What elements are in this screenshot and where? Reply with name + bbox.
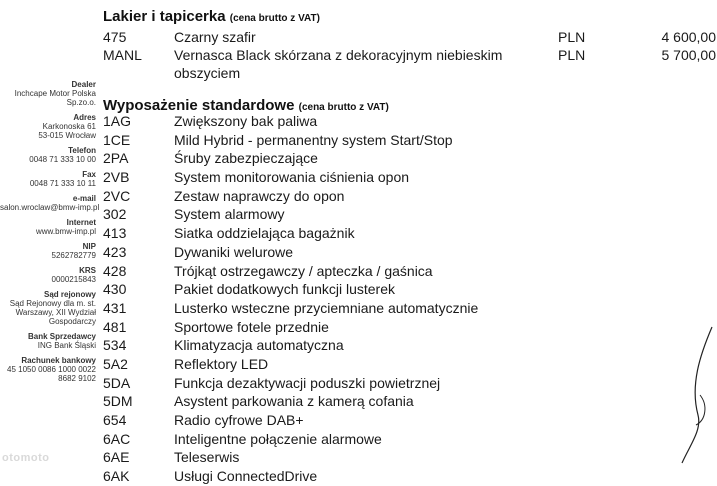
phone-label: Telefon [68,146,96,155]
email-value[interactable]: salon.wroclaw@bmw-imp.pl [0,203,100,212]
account-label: Rachunek bankowy [21,356,96,365]
equipment-description: Dywaniki welurowe [174,243,294,260]
court-line: Sąd Rejonowy dla m. st. [9,299,96,308]
equipment-description: Usługi ConnectedDrive [174,468,318,485]
bank-label: Bank Sprzedawcy [27,332,96,341]
equipment-description: Reflektory LED [174,355,269,372]
internet-block [0,218,96,236]
equipment-description: Siatka oddzielająca bagażnik [174,225,355,242]
equipment-description: Klimatyzacja automatyczna [174,337,344,354]
equipment-description: System alarmowy [174,206,285,223]
equipment-description: Funkcja dezaktywacji poduszki powietrznej [174,374,441,391]
address-line: Karkonoska 61 [42,122,96,131]
equipment-code: 1AG [103,113,132,129]
equipment-code: 654 [103,412,127,428]
equipment-code: 2VB [103,169,130,186]
dealer-block [0,80,96,107]
equipment-code: 423 [103,243,127,260]
equipment-code: 6AK [103,468,130,485]
paint-heading-title: Lakier i tapicerka [103,8,226,25]
standard-heading-note: (cena brutto z VAT) [298,102,389,113]
option-price: 4 600,00 [661,29,716,45]
equipment-code: 5DA [103,374,131,391]
equipment-description: Lusterko wsteczne przyciemniane automatycznie [174,299,479,316]
equipment-code: 6AC [103,430,131,447]
equipment-description: Trójkąt ostrzegawczy / apteczka / gaśnica [174,262,433,279]
paint-section-heading [103,8,320,25]
equipment-description: Sportowe fotele przednie [174,318,329,335]
equipment-description: Zestaw naprawczy do opon [174,187,345,204]
equipment-code: 302 [103,206,127,223]
equipment-code: 6AE [103,449,130,466]
address-block [0,113,96,140]
court-block [0,290,96,326]
fax-block [0,170,96,188]
equipment-code: 2PA [103,150,129,167]
option-currency: PLN [558,29,586,45]
equipment-code: 534 [103,337,127,354]
krs-value: 0000215843 [51,275,96,284]
equipment-code: 431 [103,299,127,316]
equipment-code: 2VC [103,187,131,204]
equipment-code: 481 [103,318,127,335]
option-description: Vernasca Black skórzana z dekoracyjnym niebieskim obszyciem [174,47,503,81]
paint-heading-note: (cena brutto z VAT) [229,13,320,24]
equipment-description: Inteligentne połączenie alarmowe [174,430,382,447]
option-description: Czarny szafir [174,29,256,45]
court-line: Gospodarczy [48,317,96,326]
phone-value: 0048 71 333 10 00 [29,155,96,164]
address-line: 53-015 Wrocław [38,131,96,140]
dealer-info-sidebar [0,80,100,389]
dealer-line: Inchcape Motor Polska [14,89,96,98]
equipment-description: Teleserwis [174,449,240,466]
email-block [0,194,100,212]
nip-value: 5262782779 [51,251,96,260]
signature-mark [660,325,717,467]
standard-heading-title: Wyposażenie standardowe [103,97,295,114]
dealer-line: Sp.zo.o. [66,98,96,107]
equipment-code: 5DM [103,393,133,410]
krs-label: KRS [79,266,96,275]
bank-block [0,332,96,350]
equipment-description: Radio cyfrowe DAB+ [174,412,304,428]
phone-block [0,146,96,164]
dealer-label: Dealer [71,80,96,89]
fax-value: 0048 71 333 10 11 [29,179,96,188]
internet-label: Internet [66,218,96,227]
equipment-description: Pakiet dodatkowych funkcji lusterek [174,281,395,298]
option-price: 5 700,00 [661,47,716,63]
equipment-description: Zwiększony bak paliwa [174,113,318,129]
equipment-description: System monitorowania ciśnienia opon [174,169,410,186]
address-label: Adres [73,113,96,122]
equipment-code: 430 [103,281,127,298]
account-line: 45 1050 0086 1000 0022 [7,365,96,374]
nip-label: NIP [82,242,96,251]
equipment-description: Śruby zabezpieczające [174,150,318,167]
krs-block [0,266,96,284]
equipment-code: 413 [103,225,127,242]
account-line: 8682 9102 [58,374,96,383]
option-currency: PLN [558,47,586,63]
option-code: MANL [103,47,142,63]
account-block [0,356,96,383]
watermark-text: otomoto [2,452,50,464]
email-label: e-mail [72,194,96,203]
bank-value: ING Bank Śląski [37,341,96,350]
option-code: 475 [103,29,127,45]
nip-block [0,242,96,260]
internet-value[interactable]: www.bmw-imp.pl [35,227,96,236]
fax-label: Fax [82,170,96,179]
equipment-code: 5A2 [103,355,128,372]
equipment-code: 428 [103,262,127,279]
court-label: Sąd rejonowy [43,290,96,299]
equipment-code: 1CE [103,131,131,148]
equipment-description: Asystent parkowania z kamerą cofania [174,393,414,410]
equipment-description: Mild Hybrid - permanentny system Start/Stop [174,131,453,148]
court-line: Warszawy, XII Wydział [15,308,96,317]
